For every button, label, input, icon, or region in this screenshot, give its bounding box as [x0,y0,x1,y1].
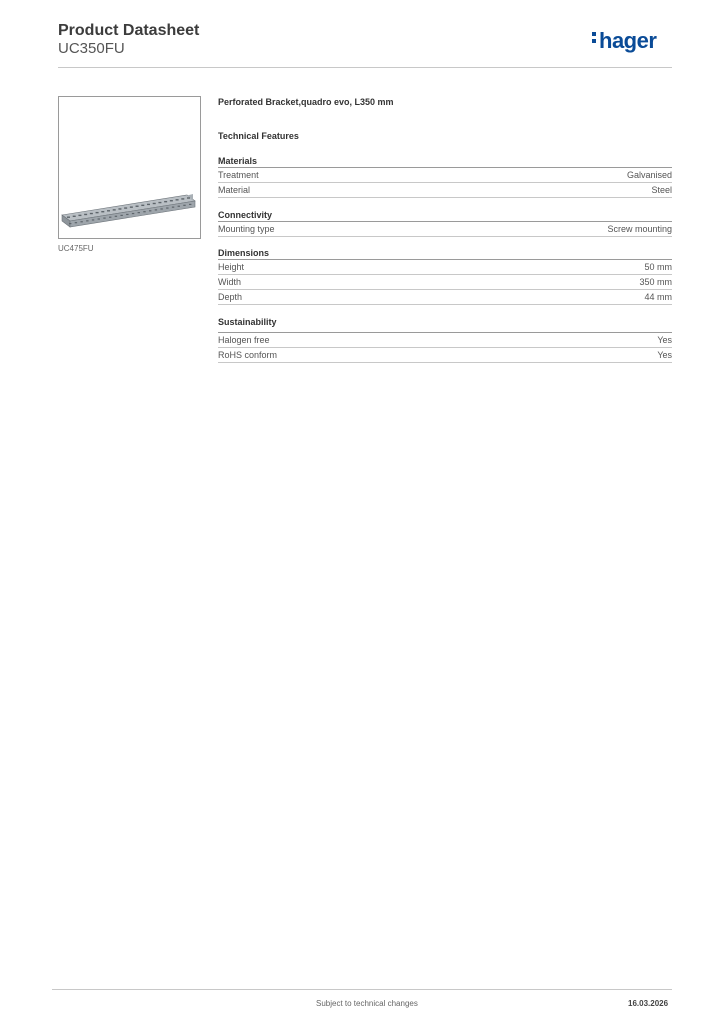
spec-row [218,183,672,198]
spec-label: Mounting type [218,224,275,234]
section-materials [218,154,672,198]
spec-value: Yes [657,350,672,360]
perforation-hole [75,222,77,223]
perforation-hole [90,213,93,214]
section-dimensions [218,246,672,305]
perforation-hole [155,209,157,210]
product-code: UC350FU [58,40,125,57]
footer-date: 16.03.2026 [628,999,669,1008]
perforation-hole [158,202,161,203]
perforation-hole [176,199,179,200]
section-sustainability [218,315,672,363]
perforation-hole [118,208,121,209]
perforation-hole [109,217,111,218]
page-title: Product Datasheet [58,22,200,39]
perforation-hole [115,216,117,217]
image-caption: UC475FU [58,244,94,253]
perforation-hole [138,212,140,213]
logo-text: hager [599,28,657,53]
perforation-hole [189,204,191,205]
perforation-hole [69,223,71,224]
spec-label: Halogen free [218,335,270,345]
spec-row [218,348,672,363]
spec-value: Steel [651,185,672,195]
perforation-hole [130,206,133,207]
footer-divider [52,989,672,990]
perforation-hole [136,206,139,207]
spec-value: 50 mm [644,262,672,272]
perforation-hole [107,210,110,211]
perforation-hole [98,218,100,219]
product-image [58,96,201,239]
perforation-hole [132,213,134,214]
perforation-hole [101,211,104,212]
perforation-hole [160,208,162,209]
perforation-hole [124,207,127,208]
spec-value: 44 mm [644,292,672,302]
spec-row [218,260,672,275]
perforation-hole [73,216,76,217]
perforation-hole [141,205,144,206]
spec-row [218,275,672,290]
section-connectivity [218,208,672,237]
spec-label: RoHS conform [218,350,278,360]
perforation-hole [153,203,156,204]
perforation-hole [86,220,88,221]
spec-row [218,222,672,237]
spec-label: Material [218,185,251,195]
spec-row [218,168,672,183]
perforation-hole [92,219,94,220]
perforation-hole [126,214,128,215]
spec-row [218,290,672,305]
perforation-hole [78,215,81,216]
perforation-hole [181,198,184,199]
spec-label: Width [218,277,242,287]
perforation-hole [164,201,167,202]
section-heading: Materials [218,154,672,168]
perforation-hole [172,207,174,208]
perforation-hole [166,207,168,208]
bracket-image-icon [59,97,200,238]
perforation-hole [187,197,190,198]
perforation-hole [84,214,87,215]
perforation-hole [183,205,185,206]
perforation-hole [120,215,122,216]
perforation-hole [149,210,151,211]
spec-row [218,333,672,348]
perforation-hole [67,217,70,218]
hager-logo [592,28,656,54]
product-title: Perforated Bracket,quadro evo, L350 mm [218,97,394,107]
perforation-hole [80,221,82,222]
perforation-hole [143,211,145,212]
perforation-hole [147,204,150,205]
spec-value: 350 mm [639,277,672,287]
perforation-hole [113,209,116,210]
perforation-hole [103,218,105,219]
section-heading: Sustainability [218,315,672,333]
features-heading: Technical Features [218,131,299,141]
spec-value: Galvanised [626,170,672,180]
spec-label: Height [218,262,245,272]
spec-label: Treatment [218,170,259,180]
perforation-hole [170,200,173,201]
section-heading: Connectivity [218,208,672,222]
spec-value: Screw mounting [607,224,672,234]
spec-label: Depth [218,292,243,302]
perforation-hole [178,206,180,207]
section-heading: Dimensions [218,246,672,260]
header-divider [58,67,672,68]
footer-note: Subject to technical changes [316,999,418,1008]
perforation-hole [96,212,99,213]
logo-dots-icon [592,29,597,46]
spec-value: Yes [657,335,672,345]
